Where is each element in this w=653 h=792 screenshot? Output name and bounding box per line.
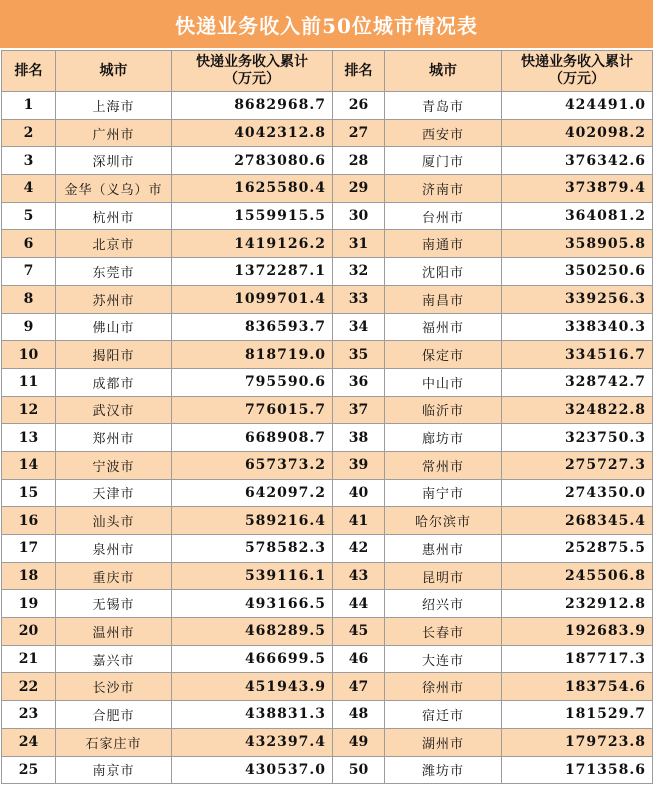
table-row [2,313,653,341]
table-row [2,341,653,369]
city-cell: 南通市 [385,230,502,258]
header-revenue-unit: （万元） [549,71,605,87]
rank-cell: 29 [333,175,385,203]
header-city-right: 城市 [385,51,502,92]
table-row [2,285,653,313]
table-row [2,119,653,147]
rank-cell: 2 [2,119,56,147]
city-cell: 无锡市 [56,590,172,618]
table-row [2,451,653,479]
revenue-cell: 171358.6 [502,756,653,784]
city-cell: 温州市 [56,618,172,646]
header-revenue-left [172,51,333,92]
rank-cell: 15 [2,479,56,507]
rank-cell: 34 [333,313,385,341]
rank-cell: 6 [2,230,56,258]
city-cell: 宿迁市 [385,701,502,729]
city-cell: 广州市 [56,119,172,147]
rank-cell: 30 [333,202,385,230]
revenue-cell: 376342.6 [502,147,653,175]
rank-cell: 16 [2,507,56,535]
revenue-cell: 252875.5 [502,535,653,563]
table-row [2,590,653,618]
revenue-cell: 192683.9 [502,618,653,646]
revenue-cell: 451943.9 [172,673,333,701]
revenue-cell: 1419126.2 [172,230,333,258]
table-row [2,618,653,646]
city-cell: 泉州市 [56,535,172,563]
city-cell: 南宁市 [385,479,502,507]
revenue-cell: 468289.5 [172,618,333,646]
city-cell: 惠州市 [385,535,502,563]
revenue-cell: 668908.7 [172,424,333,452]
city-cell: 保定市 [385,341,502,369]
city-cell: 青岛市 [385,92,502,120]
rank-cell: 28 [333,147,385,175]
city-cell: 武汉市 [56,396,172,424]
rank-cell: 18 [2,562,56,590]
rank-cell: 23 [2,701,56,729]
table-row [2,562,653,590]
header-revenue-right [502,51,653,92]
city-cell: 济南市 [385,175,502,203]
city-cell: 福州市 [385,313,502,341]
revenue-cell: 187717.3 [502,645,653,673]
revenue-cell: 334516.7 [502,341,653,369]
rank-cell: 50 [333,756,385,784]
revenue-cell: 657373.2 [172,451,333,479]
revenue-cell: 1559915.5 [172,202,333,230]
page-title: 快递业务收入前50位城市情况表 [0,0,653,50]
header-rank-left: 排名 [2,51,56,92]
city-cell: 苏州市 [56,285,172,313]
table-row [2,147,653,175]
city-cell: 杭州市 [56,202,172,230]
city-cell: 东莞市 [56,258,172,286]
city-cell: 成都市 [56,368,172,396]
table-row [2,701,653,729]
revenue-cell: 268345.4 [502,507,653,535]
revenue-cell: 795590.6 [172,368,333,396]
revenue-cell: 466699.5 [172,645,333,673]
city-cell: 湖州市 [385,728,502,756]
city-cell: 合肥市 [56,701,172,729]
rank-cell: 41 [333,507,385,535]
revenue-cell: 181529.7 [502,701,653,729]
revenue-cell: 245506.8 [502,562,653,590]
revenue-cell: 432397.4 [172,728,333,756]
rank-cell: 43 [333,562,385,590]
table-row [2,673,653,701]
rank-cell: 12 [2,396,56,424]
table-row [2,92,653,120]
city-cell: 宁波市 [56,451,172,479]
city-cell: 金华（义乌）市 [56,175,172,203]
revenue-cell: 1099701.4 [172,285,333,313]
revenue-cell: 2783080.6 [172,147,333,175]
table-row [2,728,653,756]
city-cell: 厦门市 [385,147,502,175]
rank-cell: 37 [333,396,385,424]
rank-cell: 31 [333,230,385,258]
table-row [2,507,653,535]
rank-cell: 35 [333,341,385,369]
city-cell: 哈尔滨市 [385,507,502,535]
header-rank-right: 排名 [333,51,385,92]
table-row [2,258,653,286]
revenue-cell: 1625580.4 [172,175,333,203]
city-cell: 南京市 [56,756,172,784]
revenue-cell: 275727.3 [502,451,653,479]
table-row [2,535,653,563]
header-city-left: 城市 [56,51,172,92]
revenue-cell: 373879.4 [502,175,653,203]
revenue-cell: 358905.8 [502,230,653,258]
city-cell: 徐州市 [385,673,502,701]
revenue-cell: 324822.8 [502,396,653,424]
revenue-cell: 539116.1 [172,562,333,590]
rank-cell: 26 [333,92,385,120]
revenue-cell: 328742.7 [502,368,653,396]
rank-cell: 27 [333,119,385,147]
revenue-cell: 438831.3 [172,701,333,729]
rank-cell: 10 [2,341,56,369]
city-cell: 大连市 [385,645,502,673]
rank-cell: 7 [2,258,56,286]
city-cell: 佛山市 [56,313,172,341]
revenue-cell: 339256.3 [502,285,653,313]
revenue-cell: 183754.6 [502,673,653,701]
rank-cell: 24 [2,728,56,756]
city-cell: 长沙市 [56,673,172,701]
table-row [2,424,653,452]
rank-cell: 40 [333,479,385,507]
city-cell: 重庆市 [56,562,172,590]
table-row [2,396,653,424]
rank-cell: 47 [333,673,385,701]
rank-cell: 1 [2,92,56,120]
revenue-cell: 323750.3 [502,424,653,452]
city-cell: 临沂市 [385,396,502,424]
rank-cell: 21 [2,645,56,673]
revenue-cell: 4042312.8 [172,119,333,147]
city-cell: 台州市 [385,202,502,230]
revenue-cell: 776015.7 [172,396,333,424]
header-revenue-unit: （万元） [224,71,280,87]
city-cell: 昆明市 [385,562,502,590]
rank-cell: 25 [2,756,56,784]
city-cell: 西安市 [385,119,502,147]
rank-cell: 11 [2,368,56,396]
rank-cell: 22 [2,673,56,701]
revenue-cell: 818719.0 [172,341,333,369]
revenue-cell: 232912.8 [502,590,653,618]
header-revenue-label: 快递业务收入累计 [521,54,633,70]
city-cell: 中山市 [385,368,502,396]
rank-cell: 48 [333,701,385,729]
revenue-cell: 578582.3 [172,535,333,563]
header-row [2,51,653,92]
rank-cell: 33 [333,285,385,313]
table-row [2,202,653,230]
city-cell: 常州市 [385,451,502,479]
rank-cell: 32 [333,258,385,286]
city-revenue-table [1,50,653,784]
city-cell: 郑州市 [56,424,172,452]
revenue-cell: 642097.2 [172,479,333,507]
table-body [2,92,653,784]
city-cell: 南昌市 [385,285,502,313]
table-row [2,645,653,673]
city-cell: 揭阳市 [56,341,172,369]
revenue-cell: 350250.6 [502,258,653,286]
rank-cell: 39 [333,451,385,479]
city-cell: 深圳市 [56,147,172,175]
table-row [2,368,653,396]
table-row [2,175,653,203]
city-cell: 嘉兴市 [56,645,172,673]
city-cell: 天津市 [56,479,172,507]
revenue-cell: 589216.4 [172,507,333,535]
rank-cell: 44 [333,590,385,618]
revenue-cell: 424491.0 [502,92,653,120]
rank-cell: 19 [2,590,56,618]
rank-cell: 42 [333,535,385,563]
rank-cell: 13 [2,424,56,452]
city-cell: 廊坊市 [385,424,502,452]
revenue-cell: 338340.3 [502,313,653,341]
revenue-cell: 402098.2 [502,119,653,147]
table-row [2,756,653,784]
revenue-cell: 493166.5 [172,590,333,618]
rank-cell: 45 [333,618,385,646]
rank-cell: 3 [2,147,56,175]
revenue-cell: 430537.0 [172,756,333,784]
city-cell: 长春市 [385,618,502,646]
rank-cell: 5 [2,202,56,230]
city-cell: 绍兴市 [385,590,502,618]
rank-cell: 14 [2,451,56,479]
rank-cell: 9 [2,313,56,341]
city-cell: 石家庄市 [56,728,172,756]
table-row [2,230,653,258]
city-cell: 沈阳市 [385,258,502,286]
city-cell: 北京市 [56,230,172,258]
rank-cell: 8 [2,285,56,313]
revenue-cell: 836593.7 [172,313,333,341]
table-row [2,479,653,507]
city-cell: 汕头市 [56,507,172,535]
rank-cell: 20 [2,618,56,646]
header-revenue-label: 快递业务收入累计 [196,54,308,70]
rank-cell: 38 [333,424,385,452]
revenue-cell: 179723.8 [502,728,653,756]
city-cell: 潍坊市 [385,756,502,784]
rank-cell: 49 [333,728,385,756]
rank-cell: 46 [333,645,385,673]
revenue-cell: 1372287.1 [172,258,333,286]
rank-cell: 17 [2,535,56,563]
rank-cell: 36 [333,368,385,396]
rank-cell: 4 [2,175,56,203]
revenue-cell: 364081.2 [502,202,653,230]
revenue-cell: 8682968.7 [172,92,333,120]
revenue-cell: 274350.0 [502,479,653,507]
city-cell: 上海市 [56,92,172,120]
